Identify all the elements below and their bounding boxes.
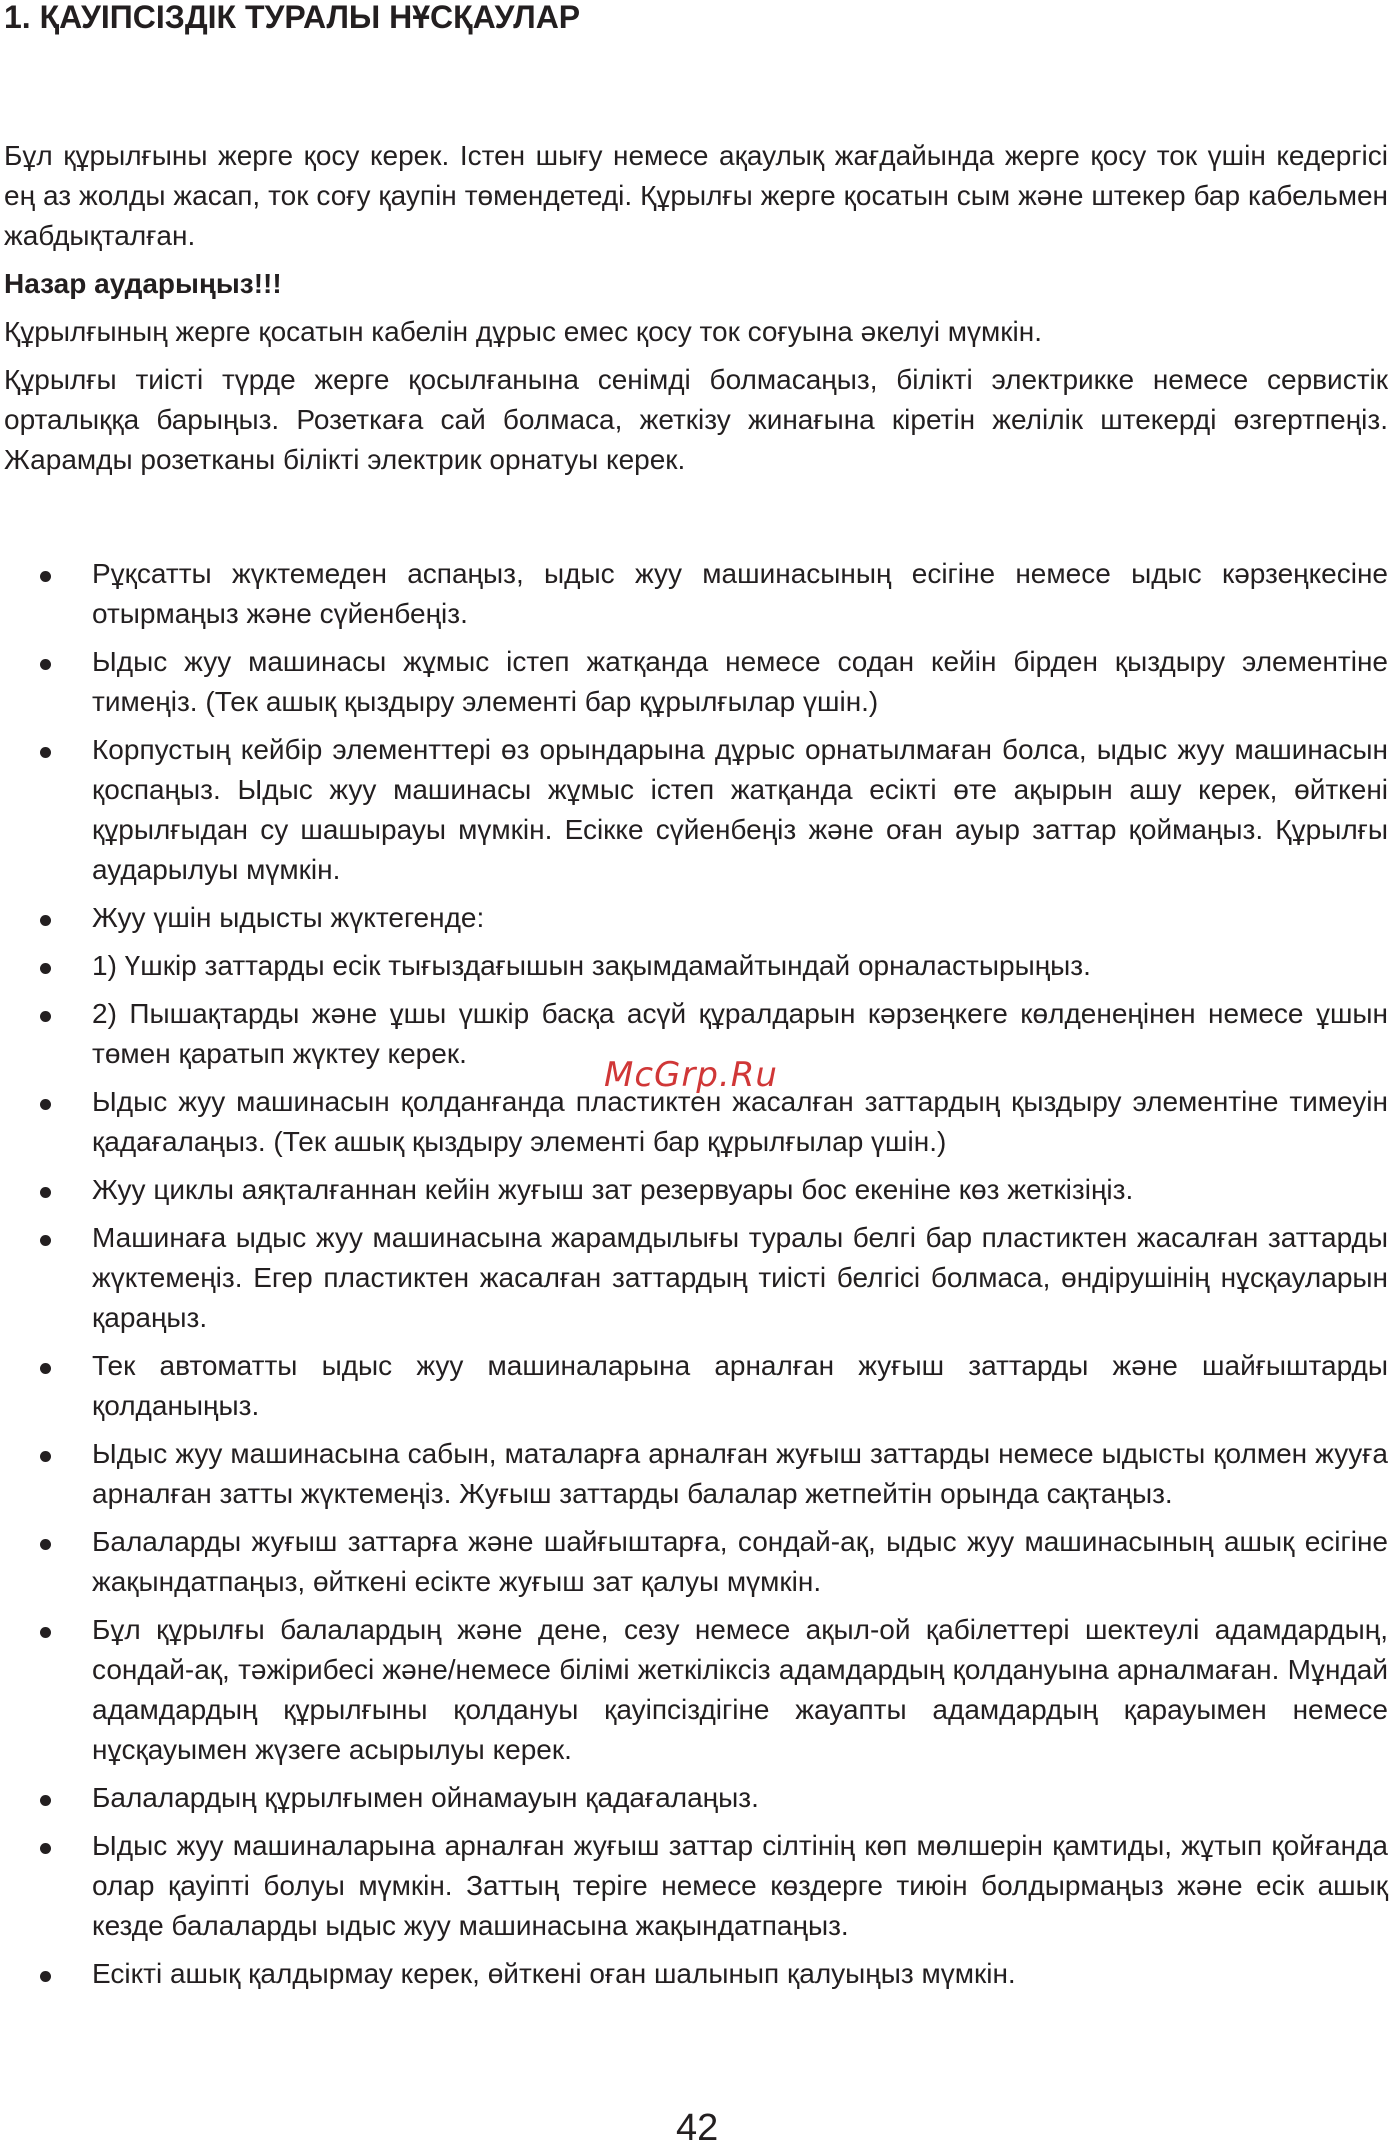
list-item-text: 1) Үшкір заттарды есік тығыздағышын зақымдамайтындай орналастырыңыз.	[92, 950, 1091, 981]
bullet-icon	[40, 963, 51, 974]
list-item	[4, 642, 1388, 722]
list-item	[4, 1778, 1388, 1818]
list-item	[4, 898, 1388, 938]
list-item-text: Ыдыс жуу машинасына сабын, маталарға арналған жуғыш заттарды немесе ыдысты қолмен жууға арналған затты жүктемеңіз. Жуғыш заттарды балалар жетпейтін орында сақтаңыз.	[92, 1438, 1388, 1509]
bullet-icon	[40, 571, 51, 582]
bullet-icon	[40, 1187, 51, 1198]
list-item-text: Жуу үшін ыдысты жүктегенде:	[92, 902, 485, 933]
list-item-text: Корпустың кейбір элементтері өз орындарына дұрыс орнатылмаған болса, ыдыс жуу машинасын қоспаңыз. Ыдыс жуу машинасы жұмыс істеп жатқанда есікті өте ақырын ашу керек, өйткені құрылғыдан су шашырауы мүмкін. Есікке сүйенбеңіз және оған ауыр заттар қоймаңыз. Құрылғы аударылуы мүмкін.	[92, 734, 1388, 885]
bullet-icon	[40, 1795, 51, 1806]
bullet-icon	[40, 1971, 51, 1982]
list-item-text: Рұқсатты жүктемеден аспаңыз, ыдыс жуу машинасының есігіне немесе ыдыс кәрзеңкесіне отырмаңыз және сүйенбеңіз.	[92, 558, 1388, 629]
safety-bullet-list	[4, 554, 1388, 2002]
bullet-icon	[40, 1099, 51, 1110]
list-item	[4, 1826, 1388, 1946]
bullet-icon	[40, 1235, 51, 1246]
list-item-text: Балалардың құрылғымен ойнамауын қадағалаңыз.	[92, 1782, 759, 1813]
bullet-icon	[40, 1363, 51, 1374]
list-item	[4, 946, 1388, 986]
page-number: 42	[676, 2107, 719, 2149]
intro-paragraph: Құрылғы тиісті түрде жерге қосылғанына сенімді болмасаңыз, білікті электрикке немесе сервистік орталыққа барыңыз. Розеткаға сай болмаса, жеткізу жинағына кіретін желілік штекерді өзгертпеңіз. Жарамды розетканы білікті электрик орнатуы керек.	[4, 364, 1388, 475]
bullet-icon	[40, 747, 51, 758]
bullet-icon	[40, 659, 51, 670]
list-item-text: Ыдыс жуу машинасын қолданғанда пластиктен жасалған заттардың қыздыру элементіне тимеуін қадағалаңыз. (Тек ашық қыздыру элементі бар құрылғылар үшін.)	[92, 1086, 1388, 1157]
bullet-icon	[40, 915, 51, 926]
bullet-icon	[40, 1843, 51, 1854]
intro-paragraph: Бұл құрылғыны жерге қосу керек. Істен шығу немесе ақаулық жағдайында жерге қосу ток үшін кедергісі ең аз жолды жасап, ток соғу қаупін төмендетеді. Құрылғы жерге қосатын сым және штекер бар кабельмен жабдықталған.	[4, 140, 1388, 251]
list-item-text: Тек автоматты ыдыс жуу машиналарына арналған жуғыш заттарды және шайғыштарды қолданыңыз.	[92, 1350, 1388, 1421]
list-item	[4, 1218, 1388, 1338]
page-title: 1. ҚАУІПСІЗДІК ТУРАЛЫ НҰСҚАУЛАР	[4, 0, 581, 35]
list-item-text: Жуу циклы аяқталғаннан кейін жуғыш зат резервуары бос екеніне көз жеткізіңіз.	[92, 1174, 1134, 1205]
bullet-icon	[40, 1011, 51, 1022]
list-item-text: Есікті ашық қалдырмау керек, өйткені оған шалынып қалуыңыз мүмкін.	[92, 1958, 1016, 1989]
list-item	[4, 1434, 1388, 1514]
document-page	[4, 0, 1388, 2150]
list-item-text: Машинаға ыдыс жуу машинасына жарамдылығы туралы белгі бар пластиктен жасалған заттарды жүктемеңіз. Егер пластиктен жасалған заттардың тиісті белгісі болмаса, өндірушінің нұсқауларын қараңыз.	[92, 1222, 1388, 1333]
list-item-text: Ыдыс жуу машиналарына арналған жуғыш заттар сілтінің көп мөлшерін қамтиды, жұтып қойғанда олар қауіпті болуы мүмкін. Заттың теріге немесе көздерге тиюін болдырмаңыз және есік ашық кезде балаларды ыдыс жуу машинасына жақындатпаңыз.	[92, 1830, 1388, 1941]
warning-heading: Назар аударыңыз!!!	[4, 268, 282, 299]
bullet-icon	[40, 1627, 51, 1638]
list-item	[4, 730, 1388, 890]
list-item-text: 2) Пышақтарды және ұшы үшкір басқа асүй құралдарын кәрзеңкеге көлденеңінен немесе ұшын төмен қаратып жүктеу керек.	[92, 998, 1388, 1069]
intro-section	[4, 136, 1388, 488]
list-item	[4, 1954, 1388, 1994]
list-item-text: Бұл құрылғы балалардың және дене, сезу немесе ақыл-ой қабілеттері шектеулі адамдардың, сондай-ақ, тәжірибесі және/немесе білімі жеткіліксіз адамдардың қолдануына арналмаған. Мұндай адамдардың құрылғыны қолдануы қауіпсіздігіне жауапты адамдардың қарауымен немесе нұсқауымен жүзеге асырылуы керек.	[92, 1614, 1388, 1765]
bullet-icon	[40, 1539, 51, 1550]
list-item-text: Ыдыс жуу машинасы жұмыс істеп жатқанда немесе содан кейін бірден қыздыру элементіне тимеңіз. (Тек ашық қыздыру элементі бар құрылғылар үшін.)	[92, 646, 1388, 717]
intro-paragraph: Құрылғының жерге қосатын кабелін дұрыс емес қосу ток соғуына әкелуі мүмкін.	[4, 316, 1042, 347]
list-item	[4, 1346, 1388, 1426]
bullet-icon	[40, 1451, 51, 1462]
list-item	[4, 1522, 1388, 1602]
list-item-text: Балаларды жуғыш заттарға және шайғыштарға, сондай-ақ, ыдыс жуу машинасының ашық есігіне жақындатпаңыз, өйткені есікте жуғыш зат қалуы мүмкін.	[92, 1526, 1388, 1597]
list-item	[4, 1610, 1388, 1770]
watermark: McGrp.Ru	[604, 1055, 778, 1095]
list-item	[4, 1170, 1388, 1210]
list-item	[4, 554, 1388, 634]
